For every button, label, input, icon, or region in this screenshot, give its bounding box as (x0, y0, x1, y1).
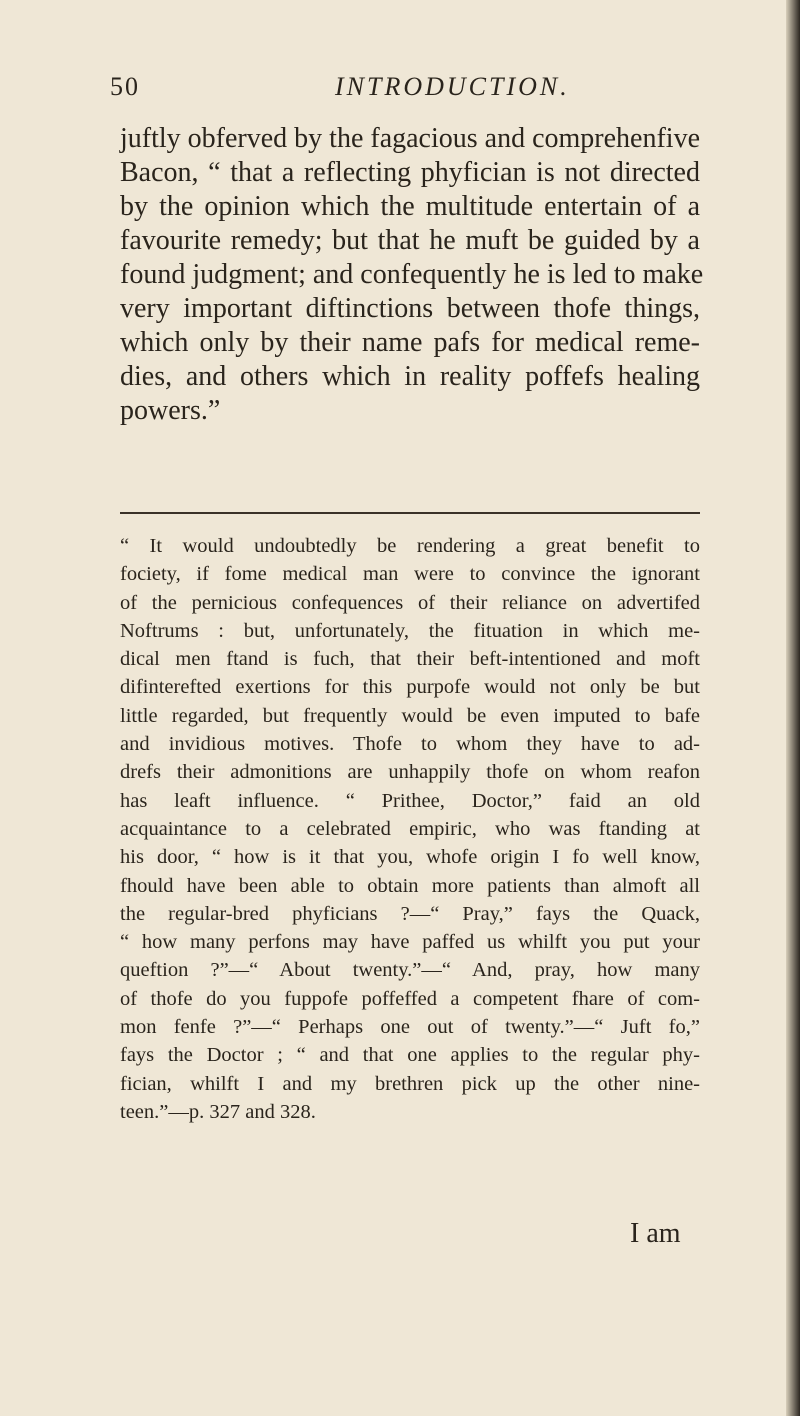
main-line: which only by their name pafs for medical reme- (120, 327, 700, 358)
footnote-divider (120, 512, 700, 514)
footnote-line: the regular-bred phyficians ?—“ Pray,” fays the Quack, (120, 902, 700, 925)
footnote-line: “ It would undoubtedly be rendering a great benefit to (120, 535, 700, 557)
page-number: 50 (110, 72, 140, 101)
page-header (110, 72, 670, 112)
footnote-line: teen.”—p. 327 and 328. (120, 1100, 316, 1123)
main-line: very important diftinctions between thofe things, (120, 293, 700, 324)
main-line: juftly obferved by the fagacious and comprehenfive (120, 123, 701, 154)
footnote-line: drefs their admonitions are unhappily thofe on whom reafon (120, 761, 700, 784)
footnote-line: fician, whilft I and my brethren pick up the other nine- (120, 1072, 700, 1095)
footnote-line: little regarded, but frequently would be even imputed to bafe (120, 704, 700, 727)
binding-edge (786, 0, 800, 1416)
main-line: found judgment; and confequently he is led to make (120, 259, 704, 290)
footnote-line: and invidious motives. Thofe to whom they have to ad- (120, 733, 700, 756)
footnote (120, 532, 700, 1126)
footnote-line: fociety, if fome medical man were to convince the ignorant (120, 563, 700, 586)
footnote-line: of thofe do you fuppofe poffeffed a competent fhare of com- (120, 987, 700, 1010)
footnote-line: has leaft influence. “ Prithee, Doctor,” faid an old (120, 789, 700, 812)
main-line: favourite remedy; but that he muft be guided by a (120, 225, 700, 256)
running-head: INTRODUCTION. (335, 72, 570, 101)
footnote-line: of the pernicious confequences of their reliance on advertifed (120, 591, 700, 614)
main-line: dies, and others which in reality poffefs healing (120, 361, 700, 392)
footnote-line: difinterefted exertions for this purpofe would not only be but (120, 676, 700, 699)
main-paragraph (120, 122, 704, 428)
footnote-line: acquaintance to a celebrated empiric, who was ftanding at (120, 817, 700, 840)
catchword: I am (630, 1218, 681, 1249)
main-line: by the opinion which the multitude entertain of a (120, 191, 700, 222)
main-line: powers.” (120, 395, 221, 426)
footnote-line: fhould have been able to obtain more patients than almoft all (120, 874, 700, 897)
footnote-line: queftion ?”—“ About twenty.”—“ And, pray, how many (120, 959, 700, 982)
footnote-line: fays the Doctor ; “ and that one applies to the regular phy- (120, 1044, 700, 1067)
footnote-line: “ how many perfons may have paffed us whilft you put your (120, 931, 700, 954)
footnote-line: his door, “ how is it that you, whofe origin I fo well know, (120, 846, 700, 869)
main-line: Bacon, “ that a reflecting phyfician is not directed (120, 157, 700, 188)
footnote-line: Noftrums : but, unfortunately, the fituation in which me- (120, 619, 700, 642)
footnote-line: dical men ftand is fuch, that their beft-intentioned and moft (120, 648, 700, 671)
footnote-line: mon fenfe ?”—“ Perhaps one out of twenty.”—“ Juft fo,” (120, 1016, 700, 1039)
